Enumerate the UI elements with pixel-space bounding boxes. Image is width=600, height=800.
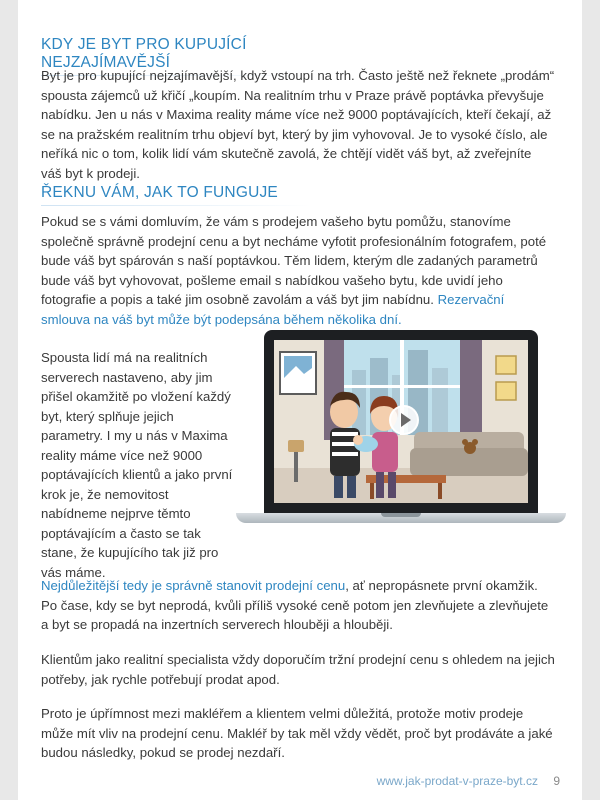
page-footer <box>377 774 560 788</box>
paragraph-clients: Klientům jako realitní specialista vždy doporučím tržní prodejní cenu s ohledem na jejich potřeby, jak rychle potřebují prodat apod. <box>41 652 555 687</box>
paragraph-price <box>41 576 555 635</box>
video-play-button[interactable] <box>389 405 419 435</box>
section-paragraph-how-it-works <box>41 212 555 329</box>
section-heading-when-interesting: KDY JE BYT PRO KUPUJÍCÍ NEJZAJÍMAVĚJŠÍ <box>41 36 341 76</box>
section-heading-how-it-works: ŘEKNU VÁM, JAK TO FUNGUJE <box>41 184 341 206</box>
document-page <box>18 0 582 800</box>
section-paragraph-when-interesting: Byt je pro kupující nejzajímavější, když vstoupí na trh. Často ještě než řeknete „prodám“ spousta zájemců už křičí „koupím. Na realitním trhu v Praze právě poptávka převyšuje nabídku. Jen u nás v Maxima reality máme více než 9000 poptávajících, kteří čekají, až se na pražském realitním trhu objeví byt, který by jim vyhovoval. Je to vysoké číslo, ale neříká nic o tom, kolik lidí vám skutečně zavolá, že chtějí vidět váš byt, až zveřejníte váš byt k prodeji. <box>41 68 555 181</box>
side-paragraph: Spousta lidí má na realitních serverech nastaveno, aby jim přišel okamžitě po vložení každý byt, který splňuje jejich parametry. I my u nás v Maxima reality máme více než 9000 poptávajících klientů a jako první krok je, že nemovitost nabídneme nejprve těmto poptávajícím a často se tak stane, že kupujícího tak již pro vás máme. <box>41 350 233 580</box>
price-link[interactable]: Nejdůležitější tedy je správně stanovit prodejní cenu <box>41 578 346 593</box>
paragraph-honesty: Proto je úpřímnost mezi makléřem a klientem velmi důležitá, protože motiv prodeje může mít vliv na prodejní cenu. Makléř by tak měl vždy vědět, proč byt prodáváte a jaké budou následky, pokud se prodej nezdaří. <box>41 706 553 760</box>
video-thumbnail[interactable] <box>274 340 528 503</box>
how-it-works-text: Pokud se s vámi domluvím, že vám s prodejem vašeho bytu pomůžu, stanovíme společně správně prodejní cenu a byt necháme vyfotit profesionálním fotografem, poté bude váš byt spárován s naší poptávkou. Těm lidem, kterým dle zadaných parametrů bude váš byt vyhovovat, pošleme email s nabídkou vašeho bytu, kde uvidí jeho fotografie a popis a také jim osobně zavolám a váš byt jim nabídnu. <box>41 214 547 307</box>
page-number: 9 <box>553 774 560 788</box>
laptop-screen-bezel <box>264 330 538 513</box>
footer-url[interactable]: www.jak-prodat-v-praze-byt.cz <box>376 774 538 788</box>
laptop-video-illustration[interactable] <box>236 330 566 528</box>
price-text: , ať nepropásnete první okamžik. Po čase, kdy se byt neprodá, kvůli příliš vysoké ceně potom jen zlevňujete a zlevňujete a byt se propadá na inzertních serverech hlouběji a hlouběji. <box>41 578 549 632</box>
reservation-link[interactable]: Rezervační smlouva na váš byt může být podepsána během několika dní. <box>41 292 505 327</box>
laptop-base-notch <box>381 513 421 517</box>
